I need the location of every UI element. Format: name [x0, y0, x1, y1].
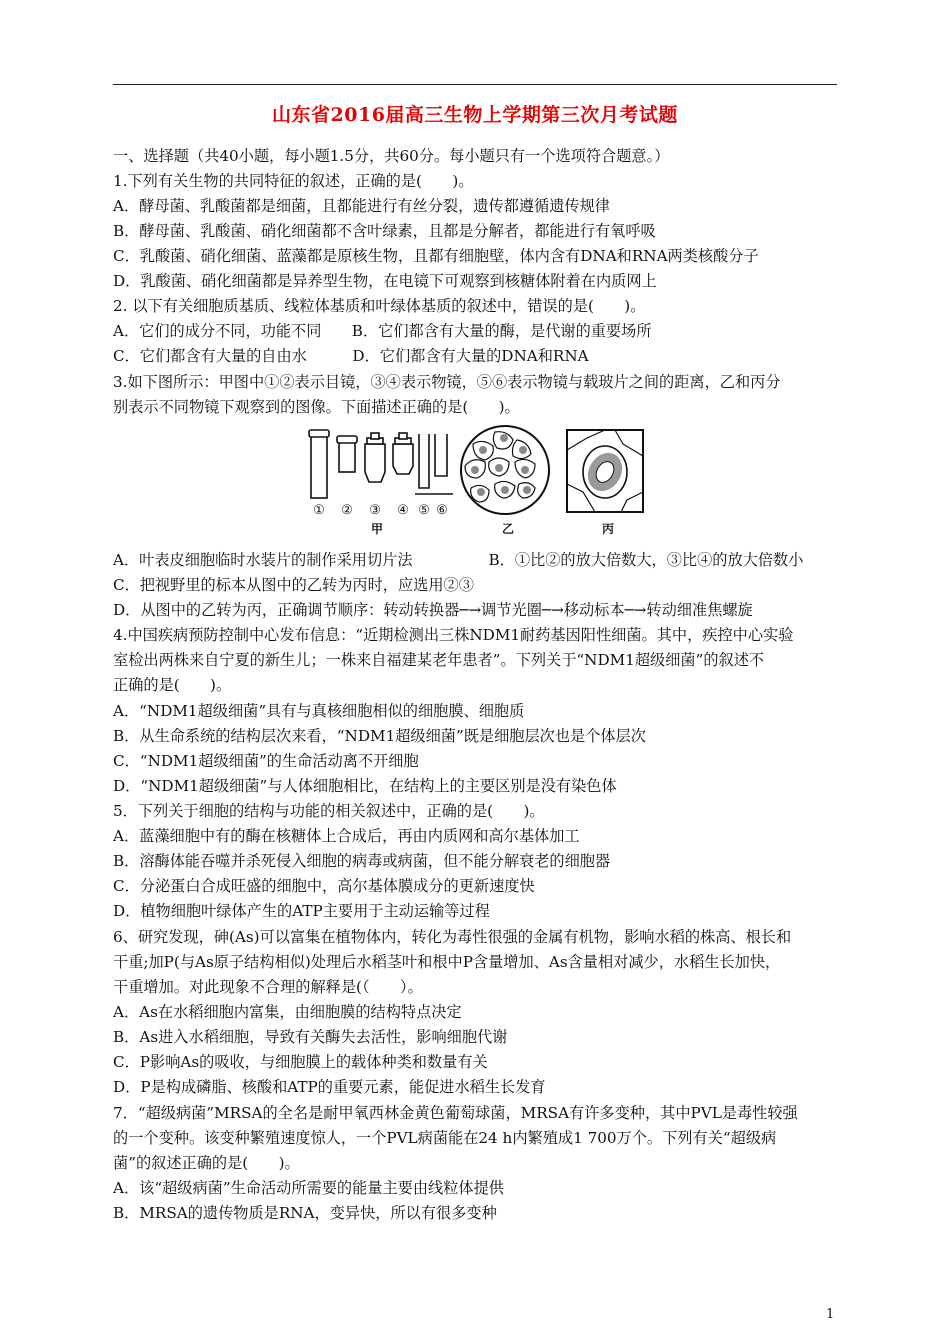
distance-5	[419, 434, 429, 488]
question-4-option-d: D．“NDM1超级细菌”与人体细胞相比，在结构上的主要区别是没有染色体	[113, 777, 617, 795]
figure-label-yi: 乙	[502, 522, 515, 536]
question-7-option-a: A．该“超级病菌”生命活动所需要的能量主要由线粒体提供	[113, 1179, 504, 1197]
objective-4	[393, 444, 413, 474]
question-5-option-b: B．溶酶体能吞噬并杀死侵入细胞的病毒或病菌，但不能分解衰老的细胞器	[113, 852, 611, 870]
figure-label-bing: 丙	[602, 522, 615, 536]
question-3-option-c: C．把视野里的标本从图中的乙转为丙时，应选用②③	[113, 576, 474, 594]
eyepiece-1-cap	[309, 430, 329, 437]
question-4-option-c: C．“NDM1超级细菌”的生命活动离不开细胞	[113, 752, 419, 770]
question-5: 5．下列关于细胞的结构与功能的相关叙述中，正确的是( )。	[113, 802, 545, 820]
question-7-line-3: 菌”的叙述正确的是( )。	[113, 1154, 300, 1172]
page-number: 1	[826, 1307, 835, 1322]
question-4-line-1: 4.中国疾病预防控制中心发布信息：“近期检测出三株NDM1耐药基因阳性细菌。其中，疾控中心实验	[113, 626, 794, 644]
question-2: 2. 以下有关细胞质基质、线粒体基质和叶绿体基质的叙述中，错误的是( )。	[113, 297, 646, 315]
objective-4-thread	[399, 433, 407, 439]
distance-6	[435, 434, 447, 476]
objective-3-thread	[371, 433, 379, 439]
question-4-line-2: 室检出两株来自宁夏的新生儿；一株来自福建某老年患者”。下列关于“NDM1超级细菌”的叙述不	[113, 651, 765, 669]
question-1: 1.下列有关生物的共同特征的叙述，正确的是( )。	[113, 172, 474, 190]
microscope-figure	[305, 422, 645, 540]
question-5-option-c: C．分泌蛋白合成旺盛的细胞中，高尔基体膜成分的更新速度快	[113, 877, 535, 895]
objective-3	[365, 444, 385, 482]
header-rule	[113, 84, 837, 85]
question-5-option-d: D．植物细胞叶绿体产生的ATP主要用于主动运输等过程	[113, 902, 490, 920]
question-3-line-2: 别表示不同物镜下观察到的图像。下面描述正确的是( )。	[113, 398, 520, 416]
figure-label-jia: 甲	[371, 522, 384, 536]
question-2-options-cd: C．它们都含有大量的自由水 D．它们都含有大量的DNA和RNA	[113, 347, 589, 365]
question-3-option-d: D．从图中的乙转为丙，正确调节顺序：转动转换器─→调节光圈─→移动标本─→转动细准焦螺旋	[113, 601, 753, 619]
question-7-line-2: 的一个变种。该变种繁殖速度惊人，一个PVL病菌能在24 h内繁殖成1 700万个。下列有关“超级病	[113, 1129, 777, 1147]
fig-number-3: ③	[369, 503, 381, 518]
question-6-option-d: D．P是构成磷脂、核酸和ATP的重要元素，能促进水稻生长发育	[113, 1078, 546, 1096]
eyepiece-2-cap	[337, 436, 357, 443]
question-4-line-3: 正确的是( )。	[113, 676, 232, 694]
question-6-option-c: C．P影响As的吸收，与细胞膜上的载体种类和数量有关	[113, 1053, 488, 1071]
question-4-option-b: B．从生命系统的结构层次来看，“NDM1超级细菌”既是细胞层次也是个体层次	[113, 727, 646, 745]
question-1-option-c: C．乳酸菌、硝化细菌、蓝藻都是原核生物，且都有细胞壁，体内含有DNA和RNA两类核酸分子	[113, 247, 759, 265]
fig-number-4: ④	[397, 503, 409, 518]
field-of-view-bing	[567, 430, 643, 512]
section-heading: 一、选择题（共40小题，每小题1.5分，共60分。每小题只有一个选项符合题意。）	[113, 147, 670, 165]
fig-number-2: ②	[341, 503, 353, 518]
eyepiece-1-tube	[311, 436, 327, 498]
question-4-option-a: A．“NDM1超级细菌”具有与真核细胞相似的细胞膜、细胞质	[113, 702, 525, 720]
question-6-option-b: B．As进入水稻细胞，导致有关酶失去活性，影响细胞代谢	[113, 1028, 508, 1046]
question-1-option-d: D．乳酸菌、硝化细菌都是异养型生物，在电镜下可观察到核糖体附着在内质网上	[113, 272, 657, 290]
question-7-line-1: 7．“超级病菌”MRSA的全名是耐甲氧西林金黄色葡萄球菌，MRSA有许多变种，其中PVL是毒性较强	[113, 1104, 798, 1122]
question-6-line-1: 6、研究发现，砷(As)可以富集在植物体内，转化为毒性很强的金属有机物，影响水稻的株高、根长和	[113, 928, 792, 946]
question-7-option-b: B．MRSA的遗传物质是RNA，变异快，所以有很多变种	[113, 1204, 497, 1222]
fig-number-1: ①	[313, 503, 325, 518]
question-3-line-1: 3.如下图所示：甲图中①②表示目镜，③④表示物镜，⑤⑥表示物镜与载玻片之间的距离，乙和丙分	[113, 373, 781, 391]
question-3-options-ab: A．叶表皮细胞临时水装片的制作采用切片法 B．①比②的放大倍数大，③比④的放大倍数小	[113, 551, 804, 569]
question-2-options-ab: A．它们的成分不同，功能不同 B．它们都含有大量的酶，是代谢的重要场所	[113, 322, 652, 340]
question-6-line-3: 干重增加。对此现象不合理的解释是(（ ）。	[113, 978, 423, 996]
field-of-view-yi	[461, 426, 549, 514]
question-1-option-a: A．酵母菌、乳酸菌都是细菌，且都能进行有丝分裂，遗传都遵循遗传规律	[113, 197, 610, 215]
question-6-line-2: 干重;加P(与As原子结构相似)处理后水稻茎叶和根中P含量增加、As含量相对减少，水稻生长加快，	[113, 953, 781, 971]
question-5-option-a: A．蓝藻细胞中有的酶在核糖体上合成后，再由内质网和高尔基体加工	[113, 827, 580, 845]
fig-number-6: ⑥	[436, 503, 448, 518]
page-title: 山东省2016届高三生物上学期第三次月考试题	[272, 104, 678, 126]
fig-number-5: ⑤	[418, 503, 430, 518]
question-6-option-a: A．As在水稻细胞内富集，由细胞膜的结构特点决定	[113, 1003, 462, 1021]
eyepiece-2-tube	[339, 442, 355, 472]
question-1-option-b: B．酵母菌、乳酸菌、硝化细菌都不含叶绿素，且都是分解者，都能进行有氧呼吸	[113, 222, 656, 240]
